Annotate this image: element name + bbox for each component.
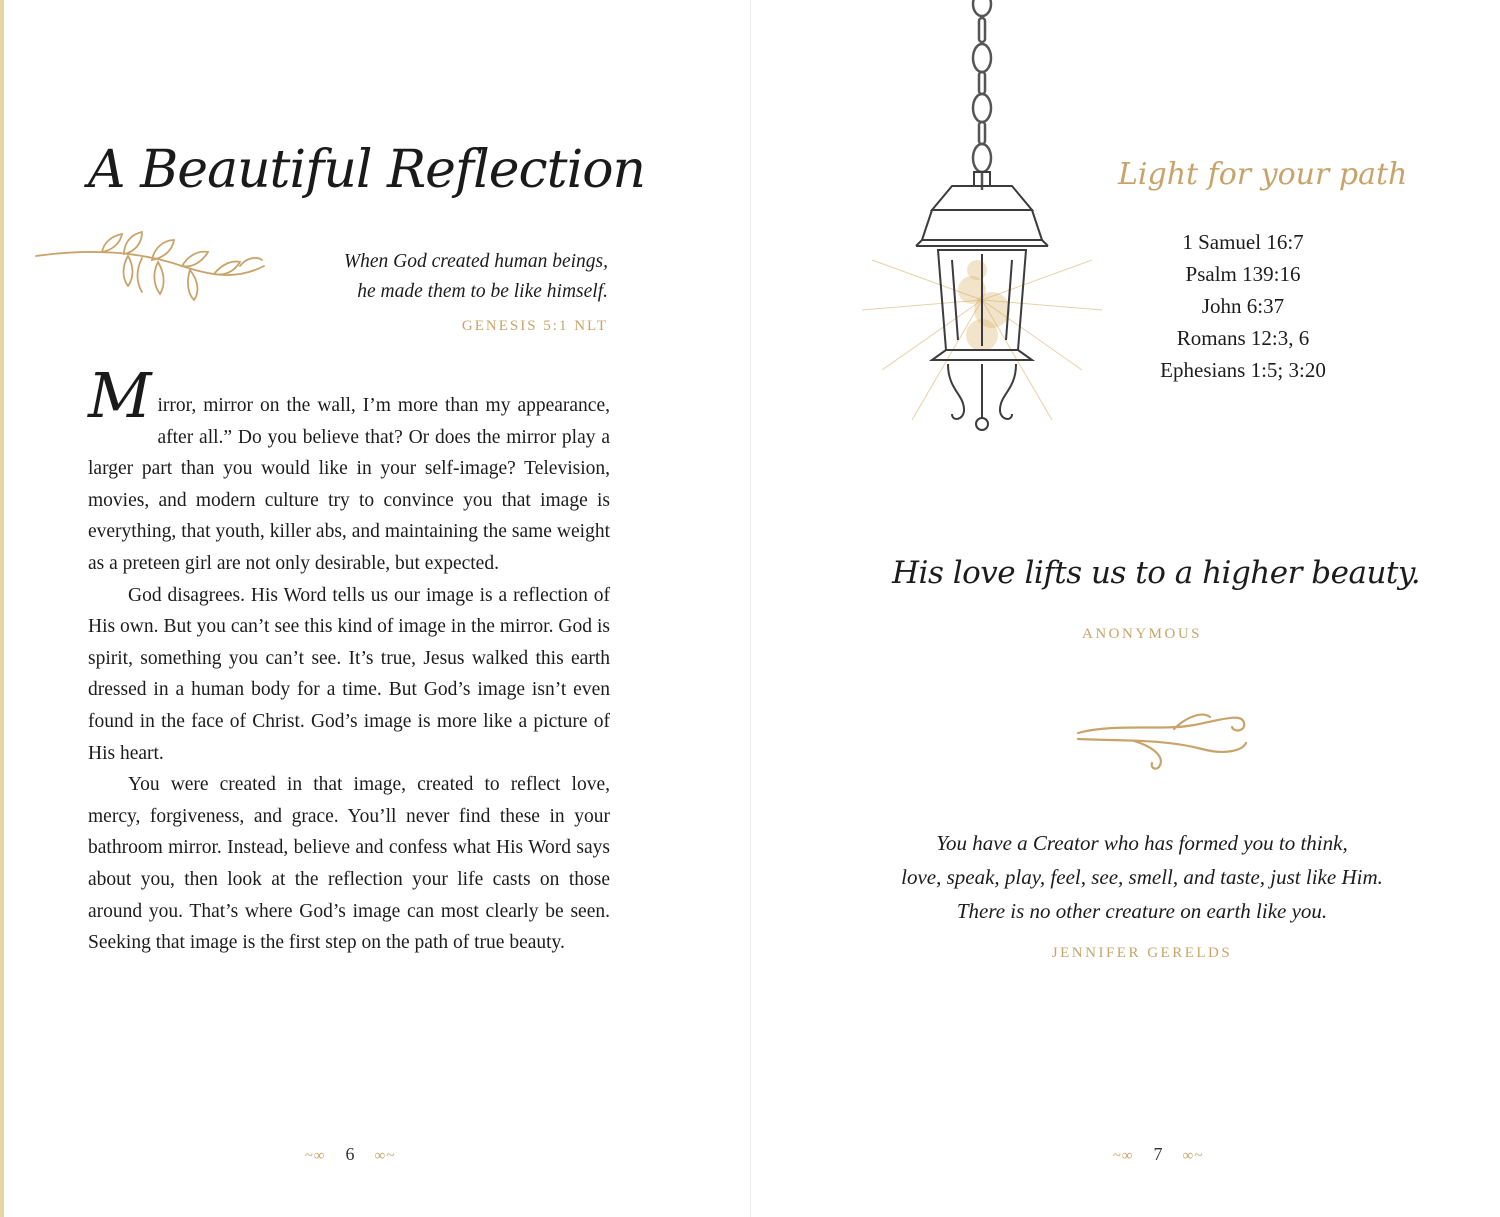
epigraph-reference: GENESIS 5:1 NLT [461, 318, 608, 334]
gutter [750, 0, 751, 1217]
section-heading: Light for your path [1118, 157, 1408, 192]
body-text [88, 359, 610, 959]
body-paragraph-text: irror, mirror on the wall, I’m more than my appearance, after all.” Do you believe that? Or does the mirror play a larger part than you would like in your self-image? Television, movies, and modern culture try to convince you that image is everything, that youth, killer abs, and maintaining the same weight as a preteen girl are not only desirable, but expected. [88, 395, 610, 574]
page-number-right [1058, 1144, 1258, 1165]
page-number: 7 [1153, 1144, 1163, 1164]
scripture-list [1118, 226, 1368, 386]
body-paragraph [88, 359, 610, 580]
closing-quote [872, 826, 1412, 928]
epigraph-line: he made them to be like himself. [357, 281, 608, 302]
quote-author: ANONYMOUS [1081, 626, 1202, 642]
epigraph-line: When God created human beings, [343, 251, 608, 272]
featured-quote: His love lifts us to a higher beauty. [892, 555, 1421, 591]
folio-ornament-icon: ~∞ [304, 1148, 326, 1164]
quote-line: You have a Creator who has formed you to think, [936, 831, 1348, 855]
body-paragraph: You were created in that image, created to reflect love, mercy, forgiveness, and grace. You’ll never find these in your bathroom mirror. Instead, believe and confess what His Word says about you, then look at the reflection your life casts on those around you. That’s where God’s image can most clearly be seen. Seeking that image is the first step on the path of true beauty. [88, 774, 610, 954]
page-number: 6 [345, 1144, 355, 1164]
scripture-reference: Romans 12:3, 6 [1176, 326, 1310, 350]
hanging-lantern-icon [852, 150, 1112, 450]
drop-cap: M [88, 359, 152, 432]
page-number-left [250, 1144, 450, 1165]
leafy-sprig-icon [32, 222, 272, 322]
quote-line: love, speak, play, feel, see, smell, and taste, just like Him. [901, 865, 1383, 889]
scripture-reference: John 6:37 [1201, 294, 1285, 318]
folio-ornament-icon: ∞~ [1182, 1148, 1204, 1164]
swirl-flourish-icon [1074, 705, 1254, 775]
right-page [752, 0, 1500, 1217]
page-title: A Beautiful Reflection [88, 140, 646, 200]
scripture-reference: Psalm 139:16 [1185, 262, 1301, 286]
folio-ornament-icon: ~∞ [1112, 1148, 1134, 1164]
body-paragraph: God disagrees. His Word tells us our image is a reflection of His own. But you can’t see this kind of image in the mirror. God is spirit, something you can’t see. It’s true, Jesus walked this earth dressed in a human body for a time. But God’s image isn’t even found in the face of Christ. God’s image is more like a picture of His heart. [88, 584, 610, 764]
scripture-reference: 1 Samuel 16:7 [1182, 230, 1304, 254]
scripture-reference: Ephesians 1:5; 3:20 [1160, 358, 1326, 382]
folio-ornament-icon: ∞~ [374, 1148, 396, 1164]
quote-author: JENNIFER GERELDS [1051, 945, 1233, 961]
quote-line: There is no other creature on earth like you. [956, 899, 1328, 923]
epigraph [278, 247, 608, 341]
